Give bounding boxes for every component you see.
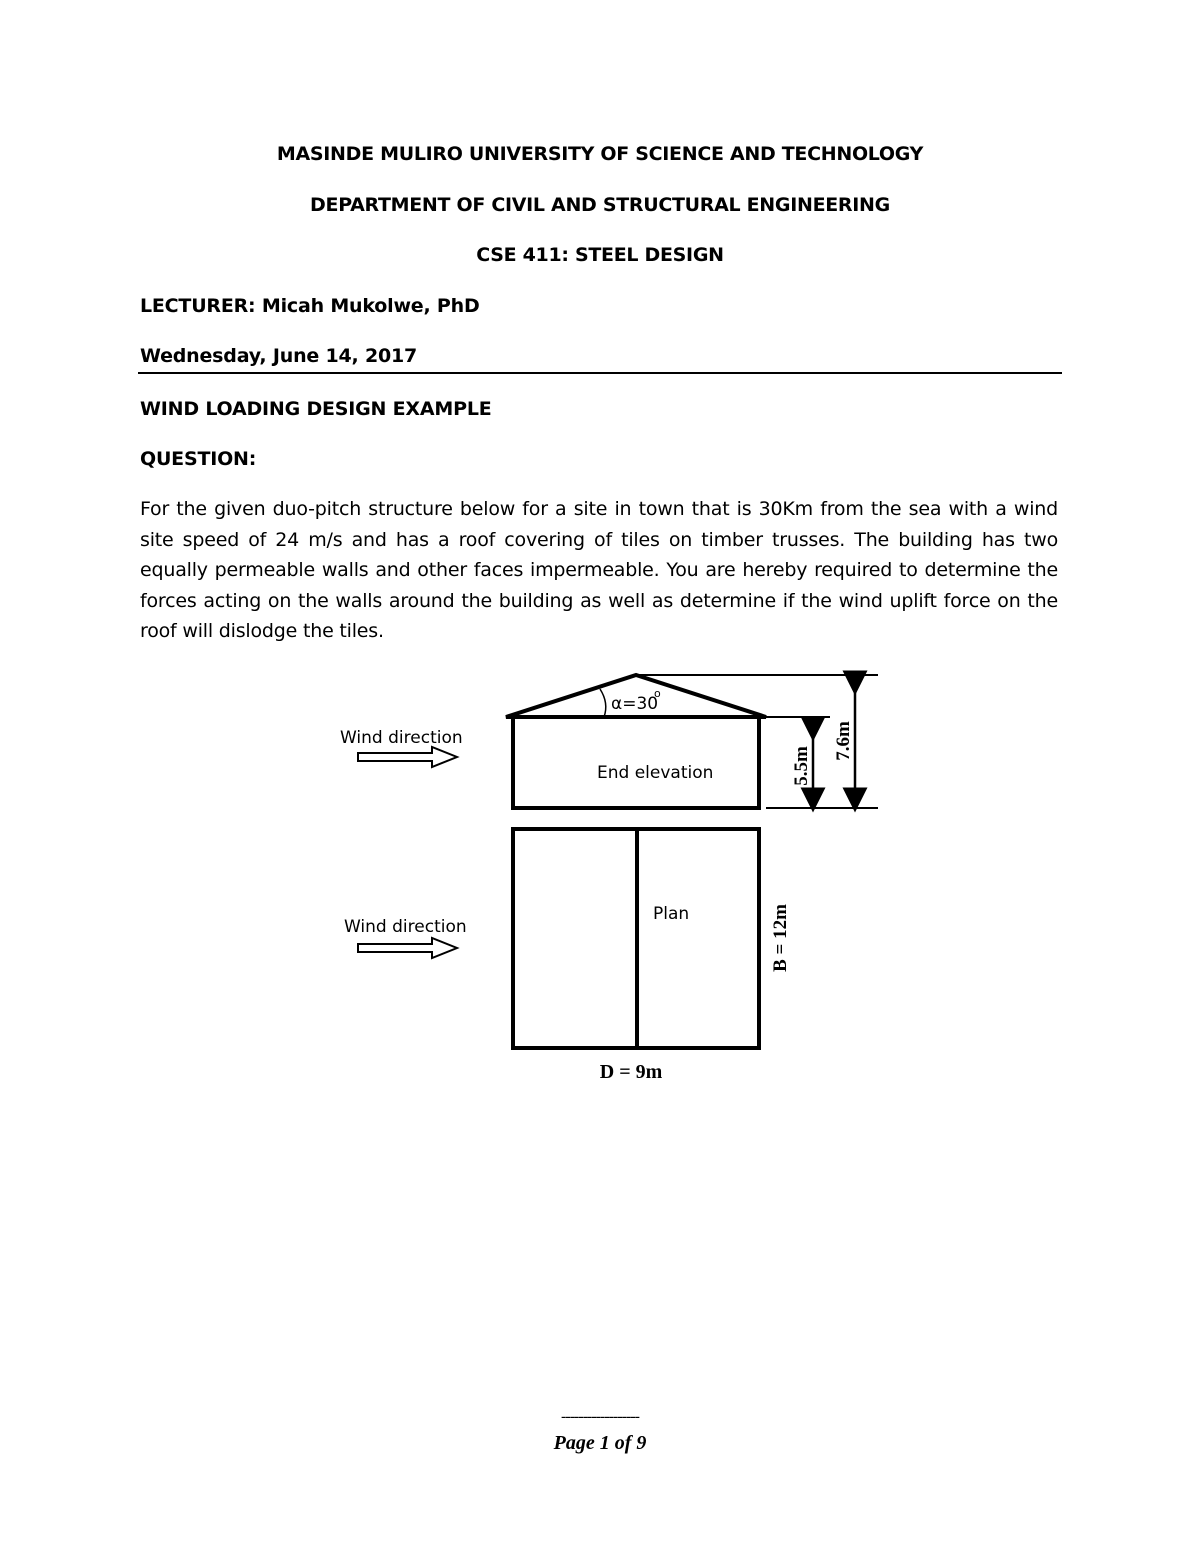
department-name: DEPARTMENT OF CIVIL AND STRUCTURAL ENGINEERING [310,194,890,216]
plan-view [513,829,791,1083]
breadth-label: B = 12m [770,904,791,972]
lecturer-line: LECTURER: Micah Mukolwe, PhD [140,295,480,317]
footer-divider: ------------------ [561,1408,639,1425]
roof-angle-label: α=30 [611,694,659,714]
end-elevation [506,675,766,808]
wind-arrow-plan [344,917,467,958]
wind-direction-label-elevation: Wind direction [340,728,463,748]
wind-direction-label-plan: Wind direction [344,917,467,937]
plan-label: Plan [653,904,690,924]
total-height-label: 7.6m [833,721,854,761]
wall-height-label: 5.5m [791,746,812,786]
wind-arrow-icon [358,938,457,958]
end-elevation-label: End elevation [597,763,714,783]
roof-angle-degree: o [654,687,661,700]
page-number: Page 1 of 9 [553,1432,647,1454]
question-text: For the given duo-pitch structure below for a site in town that is 30Km from the sea with a wind site speed of 24 m/s and has a roof covering of tiles on timber trusses. The building has two equally permeable walls and other faces impermeable. You are hereby required to determine the forces acting on the walls around the building as well as determine if the wind uplift force on the roof will dislodge the tiles. [140,498,1058,642]
university-name: MASINDE MULIRO UNIVERSITY OF SCIENCE AND TECHNOLOGY [276,143,924,165]
section-title: WIND LOADING DESIGN EXAMPLE [140,398,492,420]
roof-angle-arc [600,689,606,717]
depth-label: D = 9m [599,1061,663,1083]
question-label: QUESTION: [140,448,257,470]
wind-arrow-elevation [340,728,463,767]
date-line: Wednesday, June 14, 2017 [140,345,418,367]
wind-arrow-icon [358,747,457,767]
course-title: CSE 411: STEEL DESIGN [476,244,724,266]
